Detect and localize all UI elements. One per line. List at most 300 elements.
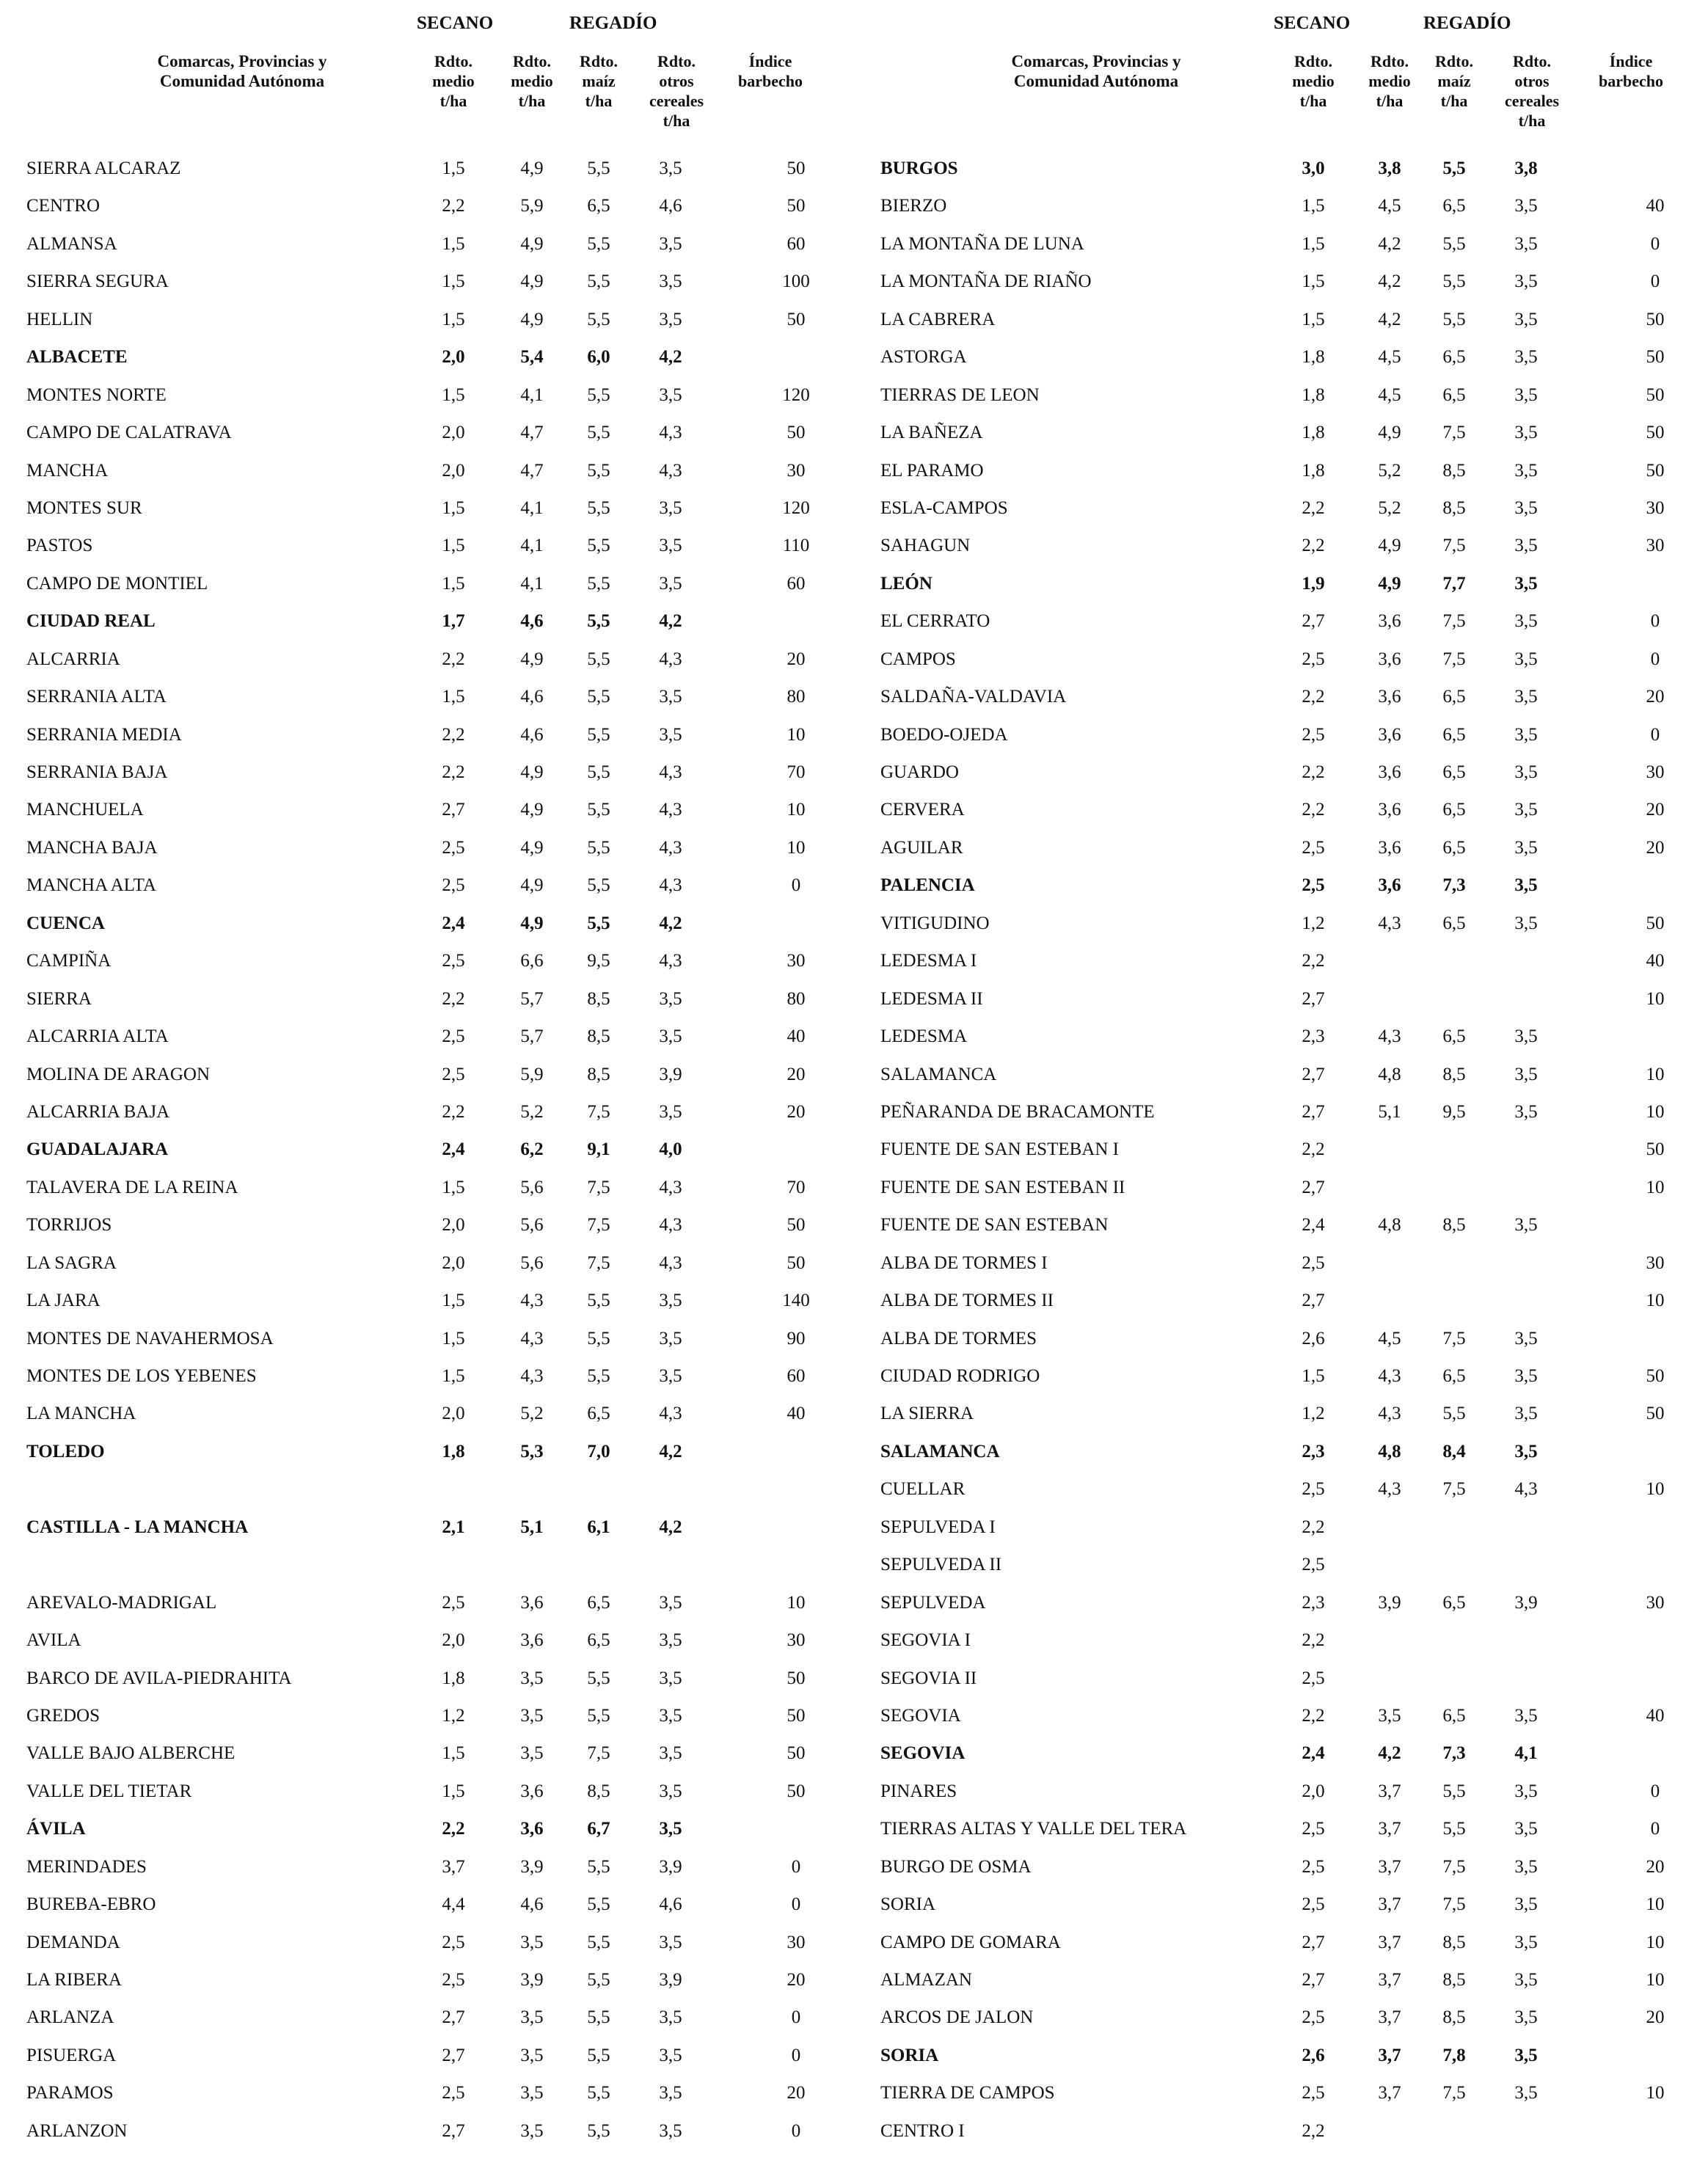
cell-secano: 1,5 — [1302, 196, 1325, 216]
cell-medio: 4,5 — [1378, 196, 1401, 216]
cell-barbecho: 0 — [1650, 271, 1660, 292]
cell-barbecho: 20 — [1646, 687, 1665, 707]
cell-otros: 3,9 — [659, 1856, 682, 1877]
row-name: SORIA — [880, 1894, 936, 1915]
cell-otros: 3,5 — [1514, 1026, 1538, 1047]
row-name: SIERRA — [26, 988, 92, 1009]
row-name: BURGO DE OSMA — [880, 1856, 1032, 1877]
cell-maiz: 5,5 — [1442, 1781, 1466, 1801]
cell-barbecho: 50 — [787, 1668, 806, 1688]
row-name: VALLE DEL TIETAR — [26, 1781, 192, 1801]
cell-maiz: 5,5 — [1442, 158, 1466, 178]
cell-barbecho: 50 — [1646, 1366, 1665, 1386]
cell-maiz: 7,5 — [1442, 536, 1466, 556]
row-name: TIERRAS DE LEON — [880, 384, 1040, 405]
cell-barbecho: 20 — [1646, 800, 1665, 820]
table-row — [854, 762, 1708, 800]
row-name: TIERRA DE CAMPOS — [880, 2083, 1055, 2104]
table-row — [854, 158, 1708, 196]
cell-maiz: 5,5 — [587, 649, 610, 669]
cell-secano: 2,4 — [442, 913, 465, 933]
column-header-secano-rdto: Rdto. medio t/ha — [1292, 52, 1335, 110]
cell-secano: 2,2 — [442, 1819, 465, 1839]
cell-secano: 2,4 — [1302, 1743, 1325, 1764]
row-name: ALMANSA — [26, 233, 117, 254]
cell-maiz: 5,5 — [587, 1705, 610, 1726]
cell-otros: 3,5 — [659, 1743, 682, 1764]
cell-medio: 5,7 — [520, 988, 544, 1009]
cell-otros: 4,3 — [659, 1404, 682, 1424]
cell-secano: 2,2 — [442, 196, 465, 216]
cell-secano: 2,2 — [1302, 800, 1325, 820]
cell-maiz: 8,5 — [1442, 1064, 1466, 1084]
cell-secano: 2,2 — [1302, 497, 1325, 518]
cell-maiz: 9,5 — [1442, 1101, 1466, 1122]
cell-secano: 2,7 — [1302, 1932, 1325, 1952]
cell-medio: 4,5 — [1378, 1328, 1401, 1349]
column-header-rdto-otros: Rdto. otros cereales t/ha — [1504, 52, 1560, 130]
cell-secano: 2,0 — [442, 1252, 465, 1273]
row-name: EL CERRATO — [880, 611, 990, 632]
table-row — [0, 611, 854, 649]
cell-secano: 1,5 — [1302, 233, 1325, 254]
row-name: ÁVILA — [26, 1819, 86, 1839]
cell-otros: 3,5 — [1514, 1441, 1538, 1462]
cell-barbecho: 0 — [791, 2045, 801, 2065]
table-row — [854, 1215, 1708, 1252]
cell-medio: 6,2 — [520, 1139, 544, 1160]
cell-secano: 2,2 — [442, 1101, 465, 1122]
cell-barbecho: 0 — [1650, 1819, 1660, 1839]
cell-barbecho: 30 — [1646, 497, 1665, 518]
row-name: AGUILAR — [880, 837, 963, 858]
cell-barbecho: 0 — [1650, 233, 1660, 254]
cell-secano: 1,8 — [442, 1668, 465, 1688]
cell-maiz: 7,5 — [1442, 2083, 1466, 2104]
table-row — [0, 1366, 854, 1404]
table-row — [0, 461, 854, 498]
cell-medio: 3,6 — [1378, 649, 1401, 669]
cell-maiz: 5,5 — [587, 837, 610, 858]
row-name: MANCHUELA — [26, 800, 144, 820]
row-name: SALAMANCA — [880, 1064, 997, 1084]
cell-maiz: 5,5 — [587, 1668, 610, 1688]
table-row — [854, 687, 1708, 724]
cell-otros: 3,5 — [1514, 2083, 1538, 2104]
cell-barbecho: 90 — [787, 1328, 806, 1349]
cell-barbecho: 20 — [1646, 837, 1665, 858]
cell-barbecho: 20 — [1646, 1856, 1665, 1877]
table-row — [0, 536, 854, 573]
cell-maiz: 5,5 — [587, 762, 610, 782]
table-row — [0, 1593, 854, 1630]
cell-otros: 3,5 — [1514, 1819, 1538, 1839]
cell-otros: 3,5 — [659, 1705, 682, 1726]
cell-maiz: 5,5 — [587, 497, 610, 518]
column-header-rdto-maiz: Rdto. maíz t/ha — [580, 52, 618, 110]
table-row — [0, 234, 854, 271]
cell-maiz: 6,5 — [1442, 837, 1466, 858]
table-row — [0, 498, 854, 536]
cell-otros: 4,3 — [659, 460, 682, 481]
cell-medio: 4,6 — [520, 687, 544, 707]
cell-secano: 2,5 — [1302, 724, 1325, 745]
cell-maiz: 7,5 — [1442, 1894, 1466, 1915]
cell-otros: 3,5 — [1514, 460, 1538, 481]
cell-medio: 3,6 — [1378, 762, 1401, 782]
cell-secano: 4,4 — [442, 1894, 465, 1915]
table-row — [0, 1065, 854, 1102]
cell-barbecho: 60 — [787, 233, 806, 254]
cell-barbecho: 50 — [1646, 423, 1665, 443]
cell-secano: 2,7 — [1302, 1101, 1325, 1122]
cell-maiz: 8,5 — [587, 988, 610, 1009]
cell-otros: 3,5 — [1514, 800, 1538, 820]
row-name: LA RIBERA — [26, 1970, 122, 1990]
cell-secano: 2,5 — [442, 1592, 465, 1613]
cell-barbecho: 20 — [787, 1970, 806, 1990]
row-name: AVILA — [26, 1630, 81, 1651]
cell-barbecho: 50 — [787, 158, 806, 178]
table-row — [0, 951, 854, 988]
cell-barbecho: 50 — [787, 1743, 806, 1764]
cell-barbecho: 10 — [787, 724, 806, 745]
cell-secano: 2,0 — [442, 1215, 465, 1236]
cell-secano: 2,0 — [1302, 1781, 1325, 1801]
cell-maiz: 6,5 — [1442, 762, 1466, 782]
cell-otros: 4,0 — [659, 1139, 682, 1160]
row-name: SERRANIA MEDIA — [26, 724, 182, 745]
cell-barbecho: 60 — [787, 1366, 806, 1386]
cell-medio: 4,9 — [520, 271, 544, 292]
cell-maiz: 8,5 — [1442, 1970, 1466, 1990]
row-name: SIERRA ALCARAZ — [26, 158, 181, 178]
cell-barbecho: 10 — [1646, 1970, 1665, 1990]
cell-maiz: 8,5 — [587, 1781, 610, 1801]
table-row — [854, 498, 1708, 536]
row-name: CAMPO DE CALATRAVA — [26, 423, 232, 443]
table-row — [854, 1894, 1708, 1932]
row-name: MONTES DE LOS YEBENES — [26, 1366, 257, 1386]
cell-maiz: 6,1 — [587, 1517, 610, 1537]
cell-otros: 3,5 — [1514, 233, 1538, 254]
cell-maiz: 7,3 — [1442, 1743, 1466, 1764]
table-row — [0, 1857, 854, 1894]
cell-medio: 4,7 — [520, 460, 544, 481]
cell-maiz: 7,7 — [1442, 573, 1466, 594]
cell-secano: 2,2 — [1302, 536, 1325, 556]
table-row — [854, 574, 1708, 611]
cell-maiz: 5,5 — [587, 573, 610, 594]
cell-barbecho: 0 — [1650, 724, 1660, 745]
cell-maiz: 5,5 — [587, 800, 610, 820]
row-name: LA SIERRA — [880, 1404, 974, 1424]
cell-otros: 3,5 — [1514, 423, 1538, 443]
cell-medio: 4,3 — [520, 1291, 544, 1311]
cell-medio: 3,7 — [1378, 1856, 1401, 1877]
cell-barbecho: 110 — [782, 536, 810, 556]
table-row — [854, 1630, 1708, 1668]
table-row — [854, 1442, 1708, 1479]
cell-maiz: 8,5 — [1442, 2007, 1466, 2028]
table-row — [0, 271, 854, 309]
cell-otros: 4,3 — [659, 762, 682, 782]
row-name: MONTES NORTE — [26, 384, 167, 405]
cell-otros: 3,5 — [1514, 1894, 1538, 1915]
row-name: CENTRO — [26, 196, 100, 216]
table-row — [854, 1743, 1708, 1781]
cell-maiz: 9,5 — [587, 951, 610, 971]
cell-barbecho: 0 — [1650, 611, 1660, 632]
cell-maiz: 6,5 — [587, 1404, 610, 1424]
row-name: CAMPO DE GOMARA — [880, 1932, 1061, 1952]
cell-medio: 4,9 — [520, 158, 544, 178]
cell-secano: 2,5 — [442, 1970, 465, 1990]
cell-otros: 3,5 — [659, 1366, 682, 1386]
cell-medio: 4,9 — [520, 309, 544, 329]
row-name: SIERRA SEGURA — [26, 271, 169, 292]
cell-barbecho: 10 — [1646, 1479, 1665, 1500]
cell-maiz: 6,5 — [1442, 196, 1466, 216]
cell-maiz: 5,5 — [587, 2045, 610, 2065]
cell-otros: 3,5 — [659, 1328, 682, 1349]
row-name: SALDAÑA-VALDAVIA — [880, 687, 1067, 707]
cell-medio: 5,2 — [520, 1404, 544, 1424]
cell-secano: 1,8 — [1302, 347, 1325, 368]
column-header-indice-barbecho: Índice barbecho — [1599, 52, 1663, 90]
cell-otros: 3,5 — [1514, 1366, 1538, 1386]
row-name: ARLANZON — [26, 2120, 128, 2141]
cell-otros: 3,5 — [1514, 2045, 1538, 2065]
cell-otros: 3,5 — [1514, 1064, 1538, 1084]
cell-otros: 3,5 — [659, 1101, 682, 1122]
cell-maiz: 7,5 — [1442, 1856, 1466, 1877]
row-name: BARCO DE AVILA-PIEDRAHITA — [26, 1668, 292, 1688]
cell-barbecho: 0 — [791, 875, 801, 896]
row-name: SEGOVIA I — [880, 1630, 971, 1651]
table-row — [854, 1026, 1708, 1064]
cell-otros: 3,9 — [659, 1064, 682, 1084]
cell-otros: 3,5 — [659, 1668, 682, 1688]
cell-medio: 4,9 — [520, 875, 544, 896]
cell-maiz: 8,5 — [587, 1064, 610, 1084]
cell-maiz: 5,5 — [587, 460, 610, 481]
row-name: CUELLAR — [880, 1479, 966, 1500]
table-row — [854, 2007, 1708, 2045]
cell-otros: 4,1 — [1514, 1743, 1538, 1764]
cell-secano: 1,9 — [1302, 573, 1325, 594]
table-row — [0, 989, 854, 1026]
cell-secano: 2,5 — [1302, 1668, 1325, 1688]
cell-medio: 4,3 — [520, 1366, 544, 1386]
cell-otros: 4,3 — [659, 1252, 682, 1273]
table-row — [854, 649, 1708, 687]
cell-maiz: 8,5 — [587, 1026, 610, 1047]
row-name: HELLIN — [26, 309, 93, 329]
cell-secano: 1,5 — [442, 1328, 465, 1349]
table-row — [854, 1102, 1708, 1139]
table-row — [0, 1479, 854, 1517]
table-row — [0, 875, 854, 913]
row-name: CAMPIÑA — [26, 951, 112, 971]
row-name: MONTES SUR — [26, 497, 142, 518]
cell-barbecho: 70 — [787, 762, 806, 782]
cell-otros: 3,5 — [1514, 1705, 1538, 1726]
table-row — [854, 271, 1708, 309]
cell-medio: 3,5 — [520, 1705, 544, 1726]
cell-barbecho: 50 — [787, 1215, 806, 1236]
cell-barbecho: 0 — [791, 1856, 801, 1877]
group-label-regadio: REGADÍO — [1423, 13, 1511, 33]
cell-otros: 3,5 — [1514, 573, 1538, 594]
cell-barbecho: 140 — [782, 1291, 810, 1311]
cell-otros: 4,3 — [659, 1177, 682, 1197]
table-row — [854, 1593, 1708, 1630]
row-name: CERVERA — [880, 800, 965, 820]
row-name: PINARES — [880, 1781, 957, 1801]
cell-otros: 3,5 — [659, 309, 682, 329]
column-header-secano-rdto: Rdto. medio t/ha — [432, 52, 475, 110]
row-name: FUENTE DE SAN ESTEBAN — [880, 1215, 1109, 1236]
cell-otros: 3,5 — [659, 1026, 682, 1047]
cell-secano: 1,2 — [1302, 913, 1325, 933]
table-row — [0, 762, 854, 800]
cell-maiz: 8,4 — [1442, 1441, 1466, 1462]
cell-medio: 3,7 — [1378, 1781, 1401, 1801]
table-row — [0, 1026, 854, 1064]
cell-maiz: 6,7 — [587, 1819, 610, 1839]
cell-otros: 3,5 — [659, 536, 682, 556]
cell-otros: 3,5 — [1514, 347, 1538, 368]
cell-secano: 1,2 — [442, 1705, 465, 1726]
row-name: ALBACETE — [26, 347, 128, 368]
cell-maiz: 5,5 — [1442, 1819, 1466, 1839]
cell-maiz: 5,5 — [587, 1970, 610, 1990]
cell-secano: 2,3 — [1302, 1592, 1325, 1613]
table-row — [0, 347, 854, 384]
cell-secano: 2,5 — [1302, 2007, 1325, 2028]
row-name: CAMPO DE MONTIEL — [26, 573, 208, 594]
cell-medio: 4,5 — [1378, 347, 1401, 368]
cell-secano: 2,2 — [442, 649, 465, 669]
cell-medio: 3,5 — [520, 1932, 544, 1952]
cell-secano: 2,5 — [1302, 837, 1325, 858]
table-row — [854, 1329, 1708, 1366]
cell-medio: 3,9 — [1378, 1592, 1401, 1613]
cell-otros: 3,5 — [659, 573, 682, 594]
row-name: BUREBA-EBRO — [26, 1894, 156, 1915]
row-name: ALBA DE TORMES — [880, 1328, 1037, 1349]
cell-medio: 4,3 — [1378, 1026, 1401, 1047]
cell-barbecho: 50 — [787, 1252, 806, 1273]
row-name: ALMAZAN — [880, 1970, 972, 1990]
cell-medio: 4,8 — [1378, 1064, 1401, 1084]
cell-secano: 2,0 — [442, 460, 465, 481]
cell-otros: 4,6 — [659, 1894, 682, 1915]
table-row — [854, 1366, 1708, 1404]
row-name: CAMPOS — [880, 649, 956, 669]
cell-secano: 2,7 — [1302, 611, 1325, 632]
cell-otros: 4,2 — [659, 611, 682, 632]
cell-otros: 3,5 — [659, 687, 682, 707]
group-label-secano: SECANO — [417, 13, 494, 33]
cell-medio: 4,7 — [520, 423, 544, 443]
cell-secano: 1,5 — [442, 1366, 465, 1386]
cell-secano: 2,1 — [442, 1517, 465, 1537]
cell-otros: 3,5 — [659, 1291, 682, 1311]
cell-secano: 2,5 — [1302, 1894, 1325, 1915]
cell-otros: 4,3 — [659, 951, 682, 971]
cell-secano: 2,6 — [1302, 1328, 1325, 1349]
cell-maiz: 5,5 — [587, 724, 610, 745]
cell-medio: 4,8 — [1378, 1215, 1401, 1236]
cell-maiz: 6,5 — [1442, 800, 1466, 820]
cell-medio: 3,7 — [1378, 2007, 1401, 2028]
row-name: SALAMANCA — [880, 1441, 1000, 1462]
cell-barbecho: 10 — [1646, 1291, 1665, 1311]
cell-medio: 5,1 — [1378, 1101, 1401, 1122]
table-row — [0, 1706, 854, 1743]
cell-barbecho: 30 — [1646, 536, 1665, 556]
table-row — [0, 1555, 854, 1592]
cell-medio: 3,7 — [1378, 2083, 1401, 2104]
column-header-rdto-otros: Rdto. otros cereales t/ha — [649, 52, 704, 130]
cell-medio: 4,6 — [520, 1894, 544, 1915]
cell-secano: 2,0 — [442, 347, 465, 368]
table-row — [854, 1933, 1708, 1970]
table-row — [854, 1970, 1708, 2007]
cell-secano: 2,2 — [1302, 687, 1325, 707]
cell-secano: 2,7 — [1302, 1177, 1325, 1197]
cell-secano: 1,5 — [442, 271, 465, 292]
cell-maiz: 5,5 — [587, 2007, 610, 2028]
cell-medio: 4,9 — [1378, 423, 1401, 443]
cell-maiz: 7,8 — [1442, 2045, 1466, 2065]
cell-medio: 5,2 — [520, 1101, 544, 1122]
table-row — [854, 875, 1708, 913]
table-row — [0, 1291, 854, 1328]
row-name: SEGOVIA — [880, 1705, 961, 1726]
cell-barbecho: 10 — [787, 837, 806, 858]
row-name: LA JARA — [26, 1291, 101, 1311]
row-name: ALBA DE TORMES II — [880, 1291, 1054, 1311]
row-name: SEPULVEDA II — [880, 1555, 1002, 1575]
cell-maiz: 8,5 — [1442, 1932, 1466, 1952]
cell-medio: 4,8 — [1378, 1441, 1401, 1462]
table-row — [0, 649, 854, 687]
cell-otros: 3,9 — [1514, 1592, 1538, 1613]
cell-barbecho: 10 — [1646, 988, 1665, 1009]
cell-secano: 1,5 — [442, 1781, 465, 1801]
cell-barbecho: 10 — [1646, 1177, 1665, 1197]
cell-secano: 2,0 — [442, 423, 465, 443]
table-row — [0, 725, 854, 762]
table-row — [0, 1933, 854, 1970]
row-name: CASTILLA - LA MANCHA — [26, 1517, 249, 1537]
table-row — [854, 1404, 1708, 1441]
cell-secano: 2,2 — [1302, 762, 1325, 782]
cell-maiz: 5,5 — [587, 875, 610, 896]
row-name: CENTRO I — [880, 2120, 965, 2141]
cell-secano: 2,6 — [1302, 2045, 1325, 2065]
table-row — [0, 1743, 854, 1781]
cell-medio: 5,7 — [520, 1026, 544, 1047]
cell-otros: 3,5 — [1514, 1856, 1538, 1877]
table-row — [854, 1253, 1708, 1291]
cell-barbecho: 80 — [787, 687, 806, 707]
cell-maiz: 9,1 — [587, 1139, 610, 1160]
cell-barbecho: 20 — [787, 1064, 806, 1084]
